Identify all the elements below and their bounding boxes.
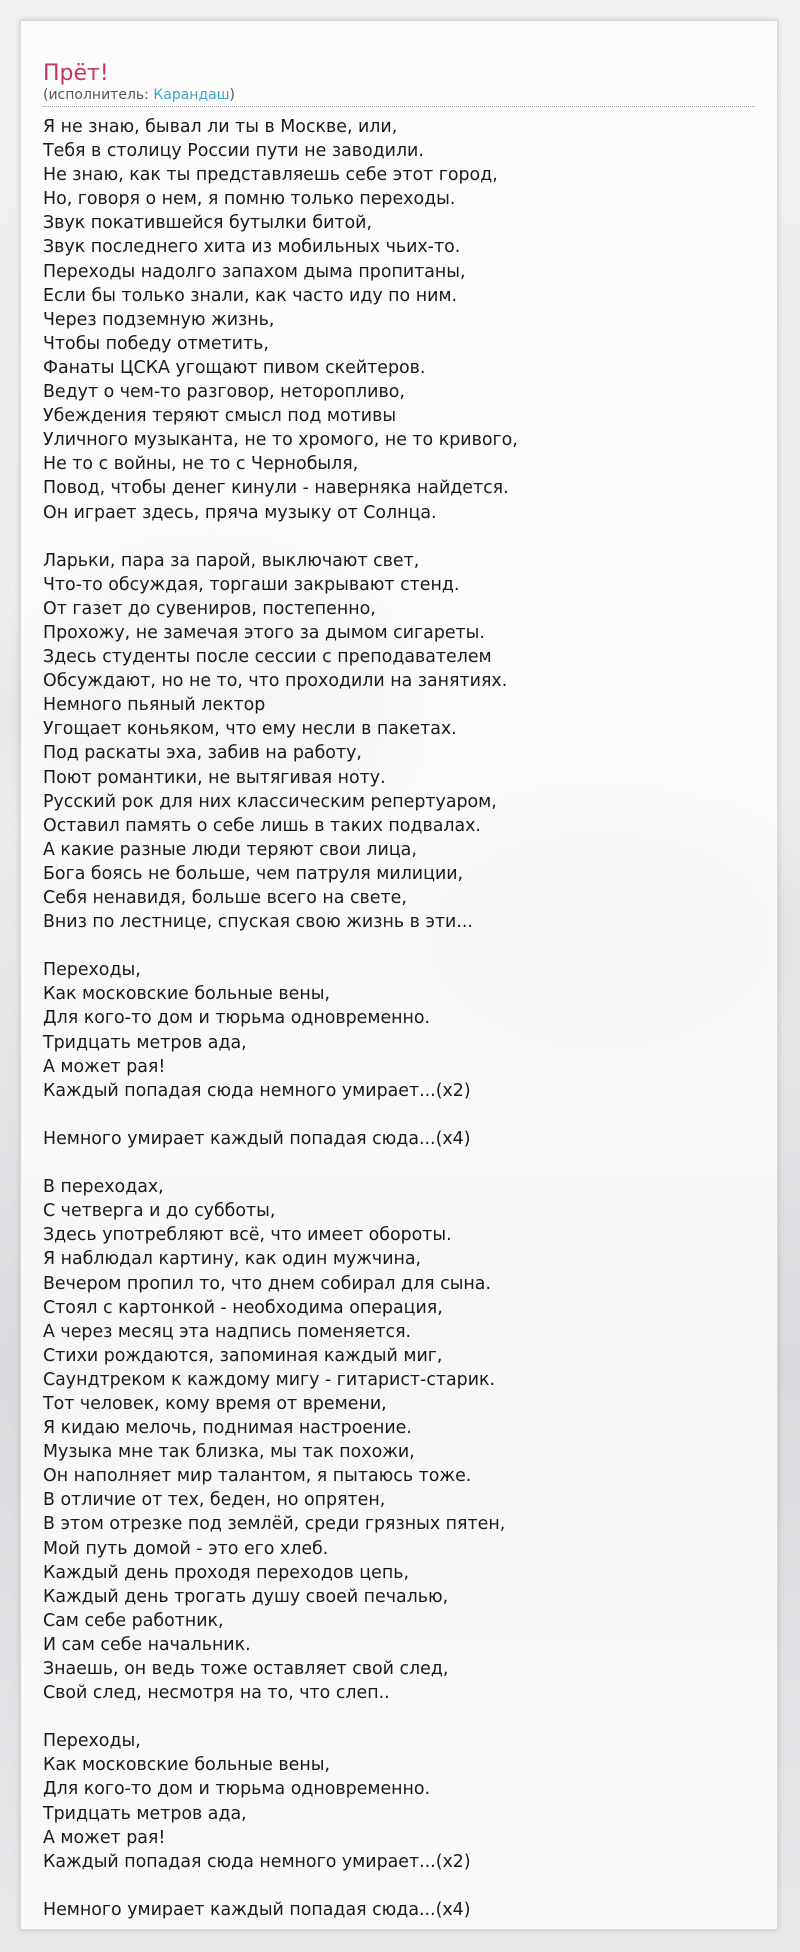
lyric-line: Переходы, — [43, 960, 141, 981]
lyric-line: Убеждения теряют смысл под мотивы — [43, 406, 397, 427]
lyric-line: Но, говоря о нем, я помню только переходы. — [43, 189, 456, 210]
lyric-line: Саундтреком к каждому мигу - гитарист-старик. — [43, 1369, 496, 1390]
lyric-line: А какие разные люди теряют свои лица, — [43, 839, 417, 860]
lyric-line: Немного умирает каждый попадая сюда...(x4) — [43, 1128, 471, 1149]
lyric-line: Повод, чтобы денег кинули - наверняка найдется. — [43, 478, 509, 499]
lyric-line: Сам себе работник, — [43, 1610, 224, 1631]
lyric-line — [43, 1705, 755, 1729]
lyric-line: Для кого-то дом и тюрьма одновременно. — [43, 1008, 431, 1029]
artist-suffix: ) — [229, 87, 235, 103]
lyric-line: Я кидаю мелочь, поднимая настроение. — [43, 1418, 412, 1439]
lyrics-text — [43, 115, 755, 1922]
lyric-line — [43, 934, 755, 958]
lyric-line: Под раскаты эха, забив на работу, — [43, 743, 362, 764]
lyric-line: Он наполняет мир талантом, я пытаюсь тоже. — [43, 1466, 472, 1487]
lyric-line: Тридцать метров ада, — [43, 1032, 247, 1053]
lyric-line: В переходах, — [43, 1177, 164, 1198]
lyric-line: Русский рок для них классическим репертуаром, — [43, 791, 497, 812]
lyric-line: Как московские больные вены, — [43, 1755, 330, 1776]
lyric-line: Для кого-то дом и тюрьма одновременно. — [43, 1779, 431, 1800]
lyric-line: Как московские больные вены, — [43, 984, 330, 1005]
lyric-line — [43, 1874, 755, 1898]
lyric-line: Мой путь домой - это его хлеб. — [43, 1538, 329, 1559]
lyric-line: Фанаты ЦСКА угощают пивом скейтеров. — [43, 357, 426, 378]
lyric-line: Вниз по лестнице, спуская свою жизнь в эти... — [43, 912, 473, 933]
artist-line — [43, 86, 755, 107]
lyric-line: Я не знаю, бывал ли ты в Москве, или, — [43, 117, 398, 137]
lyric-line: Обсуждают, но не то, что проходили на занятиях. — [43, 671, 508, 692]
lyric-line: А через месяц эта надпись поменяется. — [43, 1321, 412, 1342]
lyric-line: В отличие от тех, беден, но опрятен, — [43, 1490, 386, 1511]
lyric-line — [43, 1103, 755, 1127]
lyric-line: Переходы, — [43, 1731, 141, 1752]
lyric-line: Здесь студенты после сессии с преподавателем — [43, 647, 492, 668]
artist-prefix: (исполнитель: — [43, 87, 154, 103]
lyric-line: Прохожу, не замечая этого за дымом сигареты. — [43, 622, 485, 643]
lyric-line: Переходы надолго запахом дыма пропитаны, — [43, 261, 466, 282]
lyric-line: Знаешь, он ведь тоже оставляет свой след, — [43, 1659, 449, 1679]
lyric-line: Тридцать метров ада, — [43, 1803, 247, 1824]
artist-link[interactable]: Карандаш — [153, 87, 230, 103]
lyric-line: С четверга и до субботы, — [43, 1201, 276, 1222]
lyric-line: Он играет здесь, пряча музыку от Солнца. — [43, 502, 437, 523]
lyric-line: Каждый попадая сюда немного умирает...(x2) — [43, 1080, 471, 1101]
lyric-line: Здесь употребляют всё, что имеет обороты. — [43, 1225, 452, 1246]
lyric-line: Каждый попадая сюда немного умирает...(x2) — [43, 1851, 471, 1872]
lyric-line — [43, 1151, 755, 1175]
lyric-line: Чтобы победу отметить, — [43, 333, 269, 354]
lyric-line: Через подземную жизнь, — [43, 309, 275, 330]
lyric-line: Оставил память о себе лишь в таких подвалах. — [43, 815, 481, 836]
lyric-line — [43, 525, 755, 549]
lyric-line: Что-то обсуждая, торгаши закрывают стенд. — [43, 574, 460, 595]
lyric-line: Каждый день проходя переходов цепь, — [43, 1562, 409, 1583]
lyric-line: От газет до сувениров, постепенно, — [43, 598, 376, 619]
lyric-line: Ведут о чем-то разговор, неторопливо, — [43, 382, 405, 403]
lyric-line: Каждый день трогать душу своей печалью, — [43, 1586, 449, 1607]
lyric-line: Немного умирает каждый попадая сюда...(x4) — [43, 1899, 471, 1920]
lyric-line: Угощает коньяком, что ему несли в пакетах. — [43, 719, 457, 740]
lyric-line: Себя ненавидя, больше всего на свете, — [43, 888, 407, 908]
lyric-line: Не то с войны, не то с Чернобыля, — [43, 454, 359, 475]
lyrics-card — [20, 20, 778, 1930]
song-title: Прёт! — [43, 61, 109, 86]
lyric-line: Бога боясь не больше, чем патруля милиции, — [43, 863, 464, 884]
lyric-line: Музыка мне так близка, мы так похожи, — [43, 1442, 415, 1463]
lyric-line: Ларьки, пара за парой, выключают свет, — [43, 550, 420, 571]
lyric-line: Если бы только знали, как часто иду по ним. — [43, 285, 458, 306]
lyric-line: Тот человек, кому время от времени, — [43, 1393, 387, 1414]
lyric-line: Немного пьяный лектор — [43, 695, 266, 716]
lyric-line: Уличного музыканта, не то хромого, не то кривого, — [43, 430, 518, 451]
lyric-line: А может рая! — [43, 1827, 166, 1848]
lyric-line: Стихи рождаются, запоминая каждый миг, — [43, 1345, 443, 1366]
lyric-line: Звук последнего хита из мобильных чьих-то. — [43, 237, 461, 258]
lyric-line: В этом отрезке под землёй, среди грязных пятен, — [43, 1514, 506, 1535]
lyric-line: Вечером пропил то, что днем собирал для сына. — [43, 1273, 491, 1294]
lyric-line: Я наблюдал картину, как один мужчина, — [43, 1249, 422, 1270]
lyric-line: Поют романтики, не вытягивая ноту. — [43, 767, 386, 788]
lyric-line: Стоял с картонкой - необходима операция, — [43, 1297, 443, 1318]
lyric-line: А может рая! — [43, 1056, 166, 1077]
lyric-line: И сам себе начальник. — [43, 1634, 251, 1655]
lyric-line: Свой след, несмотря на то, что слеп.. — [43, 1683, 390, 1704]
lyric-line: Тебя в столицу России пути не заводили. — [43, 141, 424, 162]
lyric-line: Звук покатившейся бутылки битой, — [43, 213, 372, 234]
lyric-line: Не знаю, как ты представляешь себе этот город, — [43, 165, 498, 186]
